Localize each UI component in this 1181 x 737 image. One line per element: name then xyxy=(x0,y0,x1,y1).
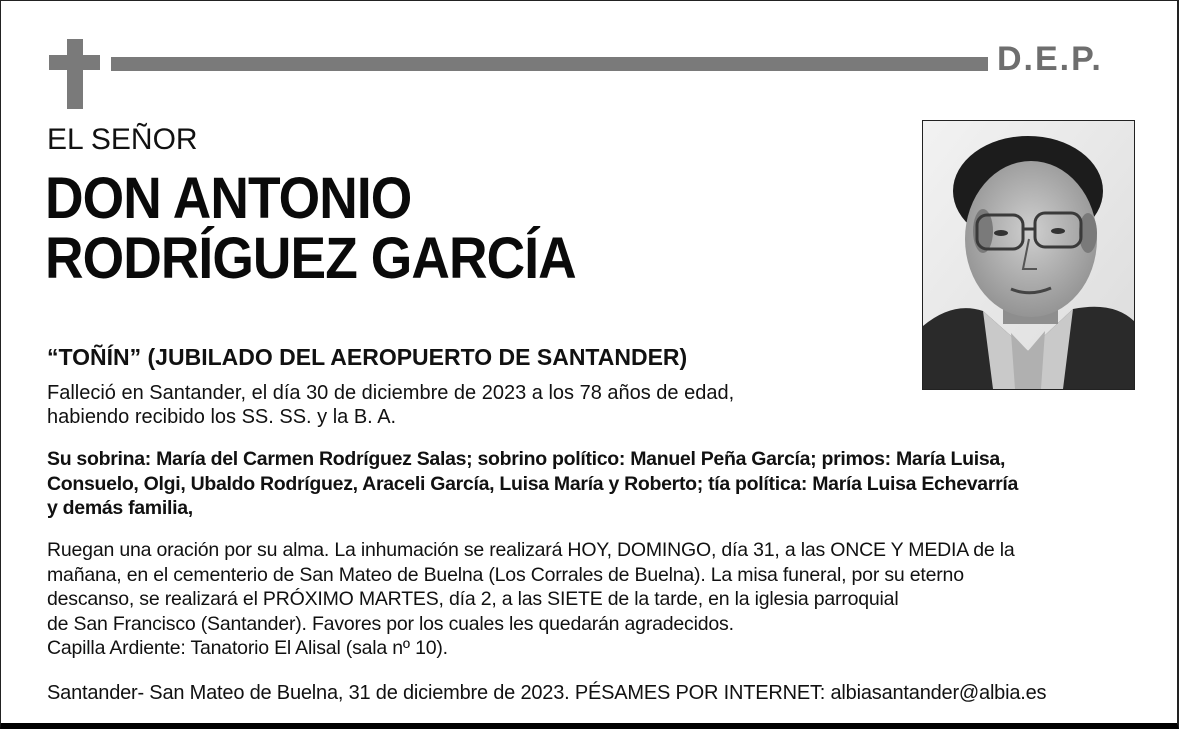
portrait-image xyxy=(923,121,1134,389)
ceremony-line: de San Francisco (Santander). Favores por los cuales les quedarán agradecidos. xyxy=(47,612,734,635)
dep-label: D.E.P. xyxy=(997,40,1103,78)
ceremony-line: Ruegan una oración por su alma. La inhumación se realizará HOY, DOMINGO, día 31, a las ONCE Y MEDIA de la xyxy=(47,539,1015,561)
ceremony-details xyxy=(47,538,1142,661)
header-rule xyxy=(111,57,988,71)
family-list xyxy=(47,447,1137,521)
cross-vertical-bar xyxy=(67,39,83,109)
cross-horizontal-bar xyxy=(49,55,100,70)
ceremony-line: mañana, en el cementerio de San Mateo de Buelna (Los Corrales de Buelna). La misa funeral, por su eterno xyxy=(47,563,964,586)
portrait-photo xyxy=(922,120,1135,390)
deceased-name-line1: DON ANTONIO xyxy=(45,166,412,231)
ceremony-line: Capilla Ardiente: Tanatorio El Alisal (sala nº 10). xyxy=(47,637,448,659)
honorific: EL SEÑOR xyxy=(47,123,198,156)
ceremony-line: descanso, se realizará el PRÓXIMO MARTES, día 2, a las SIETE de la tarde, en la iglesia parroquial xyxy=(47,588,899,610)
nickname: “TOÑÍN” (JUBILADO DEL AEROPUERTO DE SANTANDER) xyxy=(47,344,688,370)
family-line: y demás familia, xyxy=(47,497,193,519)
death-notice xyxy=(47,381,897,429)
death-notice-line: Falleció en Santander, el día 30 de diciembre de 2023 a los 78 años de edad, xyxy=(47,382,735,404)
deceased-name xyxy=(45,166,744,291)
footer-line: Santander- San Mateo de Buelna, 31 de diciembre de 2023. PÉSAMES POR INTERNET: albiasantander@albia.es xyxy=(47,682,1047,704)
family-line: Consuelo, Olgi, Ubaldo Rodríguez, Araceli García, Luisa María y Roberto; tía política: María Luisa Echevarría xyxy=(47,472,1019,495)
deceased-name-line2: RODRÍGUEZ GARCÍA xyxy=(45,226,576,291)
death-notice-line: habiendo recibido los SS. SS. y la B. A. xyxy=(47,406,397,428)
family-line: Su sobrina: María del Carmen Rodríguez Salas; sobrino político: Manuel Peña García; primos: María Luisa, xyxy=(47,448,1006,470)
